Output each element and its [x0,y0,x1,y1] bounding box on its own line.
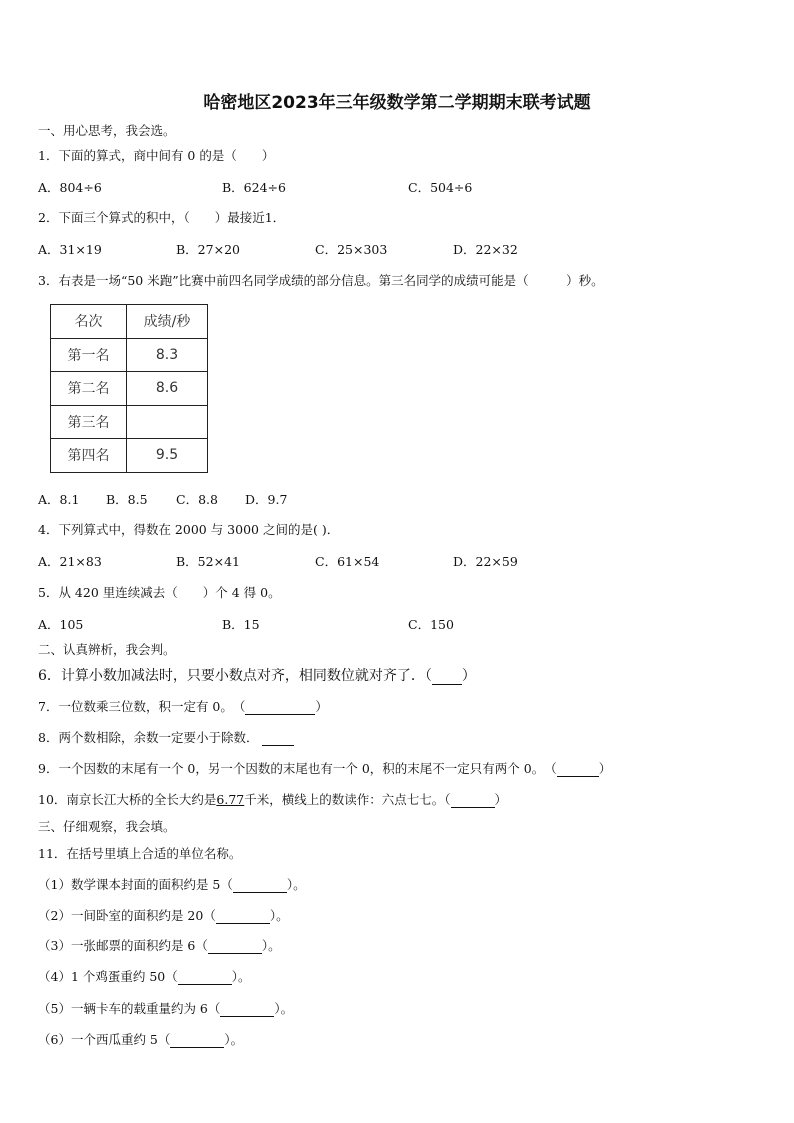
section-2-heading: 二、认真辨析，我会判。 [38,642,176,657]
q11-item-blank[interactable] [216,910,270,924]
table-row [51,439,208,473]
table-cell-score: 8.3 [127,338,208,372]
q11-item-close: ）。 [274,1001,294,1016]
q11-item-3 [38,936,281,954]
question-2: 2．下面三个算式的积中，（ ）最接近1． [38,210,286,225]
q7-close: ） [315,699,328,714]
question-1: 1．下面的算式，商中间有 0 的是（ ） [38,148,275,163]
table-cell-score: 8.6 [127,372,208,406]
question-5: 5．从 420 里连续减去（ ）个 4 得 0。 [38,585,281,600]
question-3: 3．右表是一场“50 米跑”比赛中前四名同学成绩的部分信息。第三名同学的成绩可能是（ ）秒。 [38,273,604,288]
q8-text: 8．两个数相除，余数一定要小于除数． [38,730,259,745]
q1-option-c: C．504÷6 [408,180,473,195]
q11-item-close: ）。 [224,1032,244,1047]
q11-item-close: ）。 [261,938,281,953]
q9-close: ） [598,761,612,776]
q11-item-close: ）。 [231,969,251,984]
q11-item-text: （6）一个西瓜重约 5（ [38,1032,171,1047]
table-header-row [51,305,208,339]
q11-item-blank[interactable] [208,940,262,954]
question-11: 11．在括号里填上合适的单位名称。 [38,846,242,861]
q11-item-blank[interactable] [220,1003,274,1017]
q3-option-d: D．9.7 [245,492,288,507]
q4-option-c: C．61×54 [315,554,380,569]
q4-option-a: A．21×83 [38,554,102,569]
q11-item-blank[interactable] [170,1034,224,1048]
section-1-heading: 一、用心思考，我会选。 [38,123,176,138]
q2-option-a: A．31×19 [38,242,102,257]
page-title: 哈密地区2023年三年级数学第二学期期末联考试题 [203,93,591,113]
table-row [51,372,208,406]
q9-text: 9．一个因数的末尾有一个 0，另一个因数的末尾也有一个 0，积的末尾不一定只有两个 0。 （ [38,761,557,776]
q4-option-d: D．22×59 [453,554,518,569]
q5-option-b: B．15 [222,617,260,632]
q11-item-close: ）。 [286,877,306,892]
q11-item-text: （2）一间卧室的面积约是 20（ [38,908,216,923]
table-cell-rank: 第一名 [51,338,127,372]
question-7 [38,697,328,715]
q6-answer-blank[interactable] [432,671,462,685]
question-6 [38,665,476,685]
q11-item-1 [38,875,306,893]
q11-item-4 [38,967,251,985]
q11-item-text: （1）数学课本封面的面积约是 5（ [38,877,233,892]
q10-text-pre: 10．南京长江大桥的全长大约是 [38,792,217,807]
q6-text: 6．计算小数加减法时，只要小数点对齐，相同数位就对齐了．（ [38,668,432,684]
q2-option-b: B．27×20 [176,242,240,257]
q10-underlined-number: 6.77 [216,792,245,807]
ranking-table [50,304,208,473]
q10-answer-blank[interactable] [451,794,495,808]
question-10 [38,790,507,808]
q5-option-c: C．150 [408,617,454,632]
question-8 [38,728,294,746]
q11-item-2 [38,906,289,924]
q1-option-a: A．804÷6 [38,180,102,195]
q11-item-5 [38,999,293,1017]
q11-item-blank[interactable] [178,971,232,985]
q3-option-b: B．8.5 [106,492,148,507]
q11-item-text: （5）一辆卡车的载重量约为 6（ [38,1001,221,1016]
q10-close: ） [494,792,508,807]
q11-item-6 [38,1030,243,1048]
table-row [51,338,208,372]
q11-item-close: ）。 [269,908,289,923]
q8-answer-blank[interactable] [262,732,294,746]
table-header-score: 成绩/秒 [127,305,208,339]
q6-close: ） [461,668,476,684]
question-4: 4．下列算式中，得数在 2000 与 3000 之间的是( )． [38,522,340,537]
q3-option-c: C．8.8 [176,492,218,507]
q2-option-d: D．22×32 [453,242,518,257]
q2-option-c: C．25×303 [315,242,388,257]
q11-item-blank[interactable] [233,879,287,893]
table-cell-rank: 第四名 [51,439,127,473]
table-cell-rank: 第二名 [51,372,127,406]
q5-option-a: A．105 [38,617,84,632]
q7-text: 7．一位数乘三位数，积一定有 0。 （ [38,699,246,714]
section-3-heading: 三、仔细观察，我会填。 [38,819,176,834]
table-cell-rank: 第三名 [51,405,127,439]
q11-item-text: （3）一张邮票的面积约是 6（ [38,938,208,953]
q9-answer-blank[interactable] [557,763,599,777]
table-header-rank: 名次 [51,305,127,339]
table-row [51,405,208,439]
q11-item-text: （4）1 个鸡蛋重约 50（ [38,969,178,984]
q1-option-b: B．624÷6 [222,180,286,195]
question-9 [38,759,611,777]
table-cell-score [127,405,208,439]
table-cell-score: 9.5 [127,439,208,473]
q4-option-b: B．52×41 [176,554,240,569]
q3-option-a: A．8.1 [38,492,80,507]
q10-text-post: 千米，横线上的数读作：六点七七。（ [244,792,451,807]
q7-answer-blank[interactable] [245,701,315,715]
